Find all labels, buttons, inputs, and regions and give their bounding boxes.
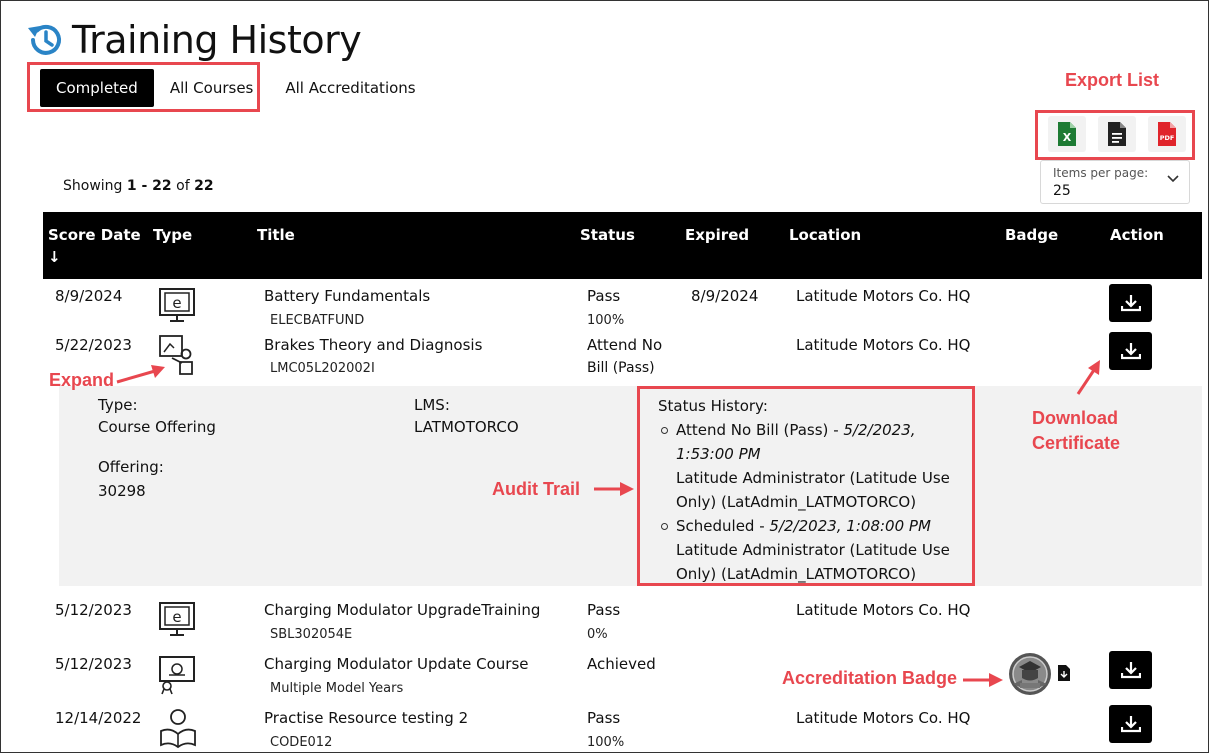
col-expired: Expired [685,226,750,244]
svg-text:e: e [172,608,182,626]
history-icon [24,20,64,60]
download-icon [1121,715,1141,733]
export-excel-button[interactable] [1048,116,1086,152]
row-status: Attend No [587,336,663,354]
col-score-date[interactable]: Score Date ↓ [48,226,141,266]
tab-all-courses[interactable]: All Courses [169,79,254,97]
row-score: 100% [587,735,625,750]
download-certificate-annotation: Download [1032,408,1118,428]
pdf-file-icon [1157,121,1177,147]
row-code: ELECBATFUND [270,313,365,328]
row-code: Multiple Model Years [270,681,404,696]
export-buttons [1048,116,1186,152]
history-entry: Scheduled - 5/2/2023, 1:08:00 PM Latitude Administrator (Latitude Use Only) (LatAdmin_LATMOTORCO) [658,514,958,586]
status-history-label: Status History: [658,397,768,415]
col-action: Action [1110,226,1164,244]
download-certificate-button[interactable] [1109,284,1152,322]
history-entry: Attend No Bill (Pass) - 5/2/2023, 1:53:00 PM Latitude Administrator (Latitude Use Only) (LatAdmin_LATMOTORCO) [658,418,958,514]
results-count: Showing 1 - 22 of 22 [63,178,214,194]
audit-trail-arrow-icon [592,480,636,498]
reading-resource-icon [158,707,198,749]
row-location: Latitude Motors Co. HQ [796,601,971,619]
audit-trail-highlight [637,386,975,586]
col-status: Status [580,226,635,244]
page-header [24,18,361,62]
tabs-highlight [27,62,260,112]
row-location: Latitude Motors Co. HQ [796,709,971,727]
download-icon [1121,342,1141,360]
expand-annotation: Expand [49,370,115,390]
items-per-page-label: Items per page: [1053,166,1149,180]
download-icon [1121,661,1141,679]
svg-text:PDF: PDF [1159,134,1175,142]
row-date: 5/12/2023 [55,601,132,619]
certification-icon [158,655,198,695]
row-title[interactable]: Charging Modulator UpgradeTraining [264,601,541,619]
col-badge: Badge [1005,226,1059,244]
row-status: Pass [587,287,621,305]
accreditation-badge-annotation: Accreditation Badge [782,668,958,688]
row-status: Pass [587,601,621,619]
detail-type-value: Course Offering [98,418,216,436]
detail-offering-value: 30298 [98,482,146,500]
row-title[interactable]: Practise Resource testing 2 [264,709,469,727]
row-title[interactable]: Charging Modulator Update Course [264,655,529,673]
badge-download-icon[interactable] [1057,664,1071,682]
row-date: 12/14/2022 [55,709,142,727]
audit-trail-annotation: Audit Trail [492,479,581,499]
row-code: SBL302054E [270,627,353,642]
row-score: 100% [587,313,625,328]
row-status-cont: Bill (Pass) [587,360,655,376]
row-title[interactable]: Brakes Theory and Diagnosis [264,336,483,354]
row-code: CODE012 [270,735,333,750]
detail-lms-label: LMS: [414,396,450,414]
row-date: 8/9/2024 [55,287,123,305]
accreditation-badge-icon[interactable] [1008,652,1052,696]
items-per-page-select[interactable] [1040,160,1190,204]
row-code: LMC05L202002I [270,361,375,376]
row-title[interactable]: Battery Fundamentals [264,287,431,305]
detail-lms-value: LATMOTORCO [414,418,519,436]
chevron-down-icon [1167,175,1179,183]
row-location: Latitude Motors Co. HQ [796,287,971,305]
badge-arrow-icon [961,671,1005,689]
row-status: Pass [587,709,621,727]
row-expired: 8/9/2024 [691,287,759,305]
col-location: Location [789,226,862,244]
download-certificate-button[interactable] [1109,651,1152,689]
page-title: Training History [72,18,362,62]
row-date: 5/12/2023 [55,655,132,673]
download-icon [1121,294,1141,312]
items-per-page-value: 25 [1053,183,1071,199]
svg-text:e: e [172,294,182,312]
detail-type-label: Type: [98,396,138,414]
download-certificate-button[interactable] [1109,705,1152,743]
col-title: Title [257,226,295,244]
tab-all-accreditations[interactable]: All Accreditations [285,79,416,97]
detail-offering-label: Offering: [98,458,164,476]
row-score: 0% [587,627,608,642]
excel-file-icon [1057,121,1077,147]
export-list-annotation: Export List [1065,70,1160,90]
export-text-button[interactable] [1098,116,1136,152]
download-certificate-annotation-line2: Certificate [1032,433,1121,453]
col-type: Type [153,226,193,244]
sort-down-icon[interactable]: ↓ [48,248,61,266]
export-pdf-button[interactable] [1148,116,1186,152]
tab-completed[interactable]: Completed [40,69,154,107]
elearning-icon [158,601,198,639]
row-date: 5/22/2023 [55,336,132,354]
table-header [43,212,1202,279]
download-certificate-button[interactable] [1109,332,1152,370]
text-file-icon [1107,121,1127,147]
row-status: Achieved [587,655,656,673]
expand-arrow-icon [115,362,167,386]
row-location: Latitude Motors Co. HQ [796,336,971,354]
download-arrow-icon [1074,358,1106,398]
svg-text:X: X [1062,131,1072,144]
elearning-icon [158,287,198,325]
